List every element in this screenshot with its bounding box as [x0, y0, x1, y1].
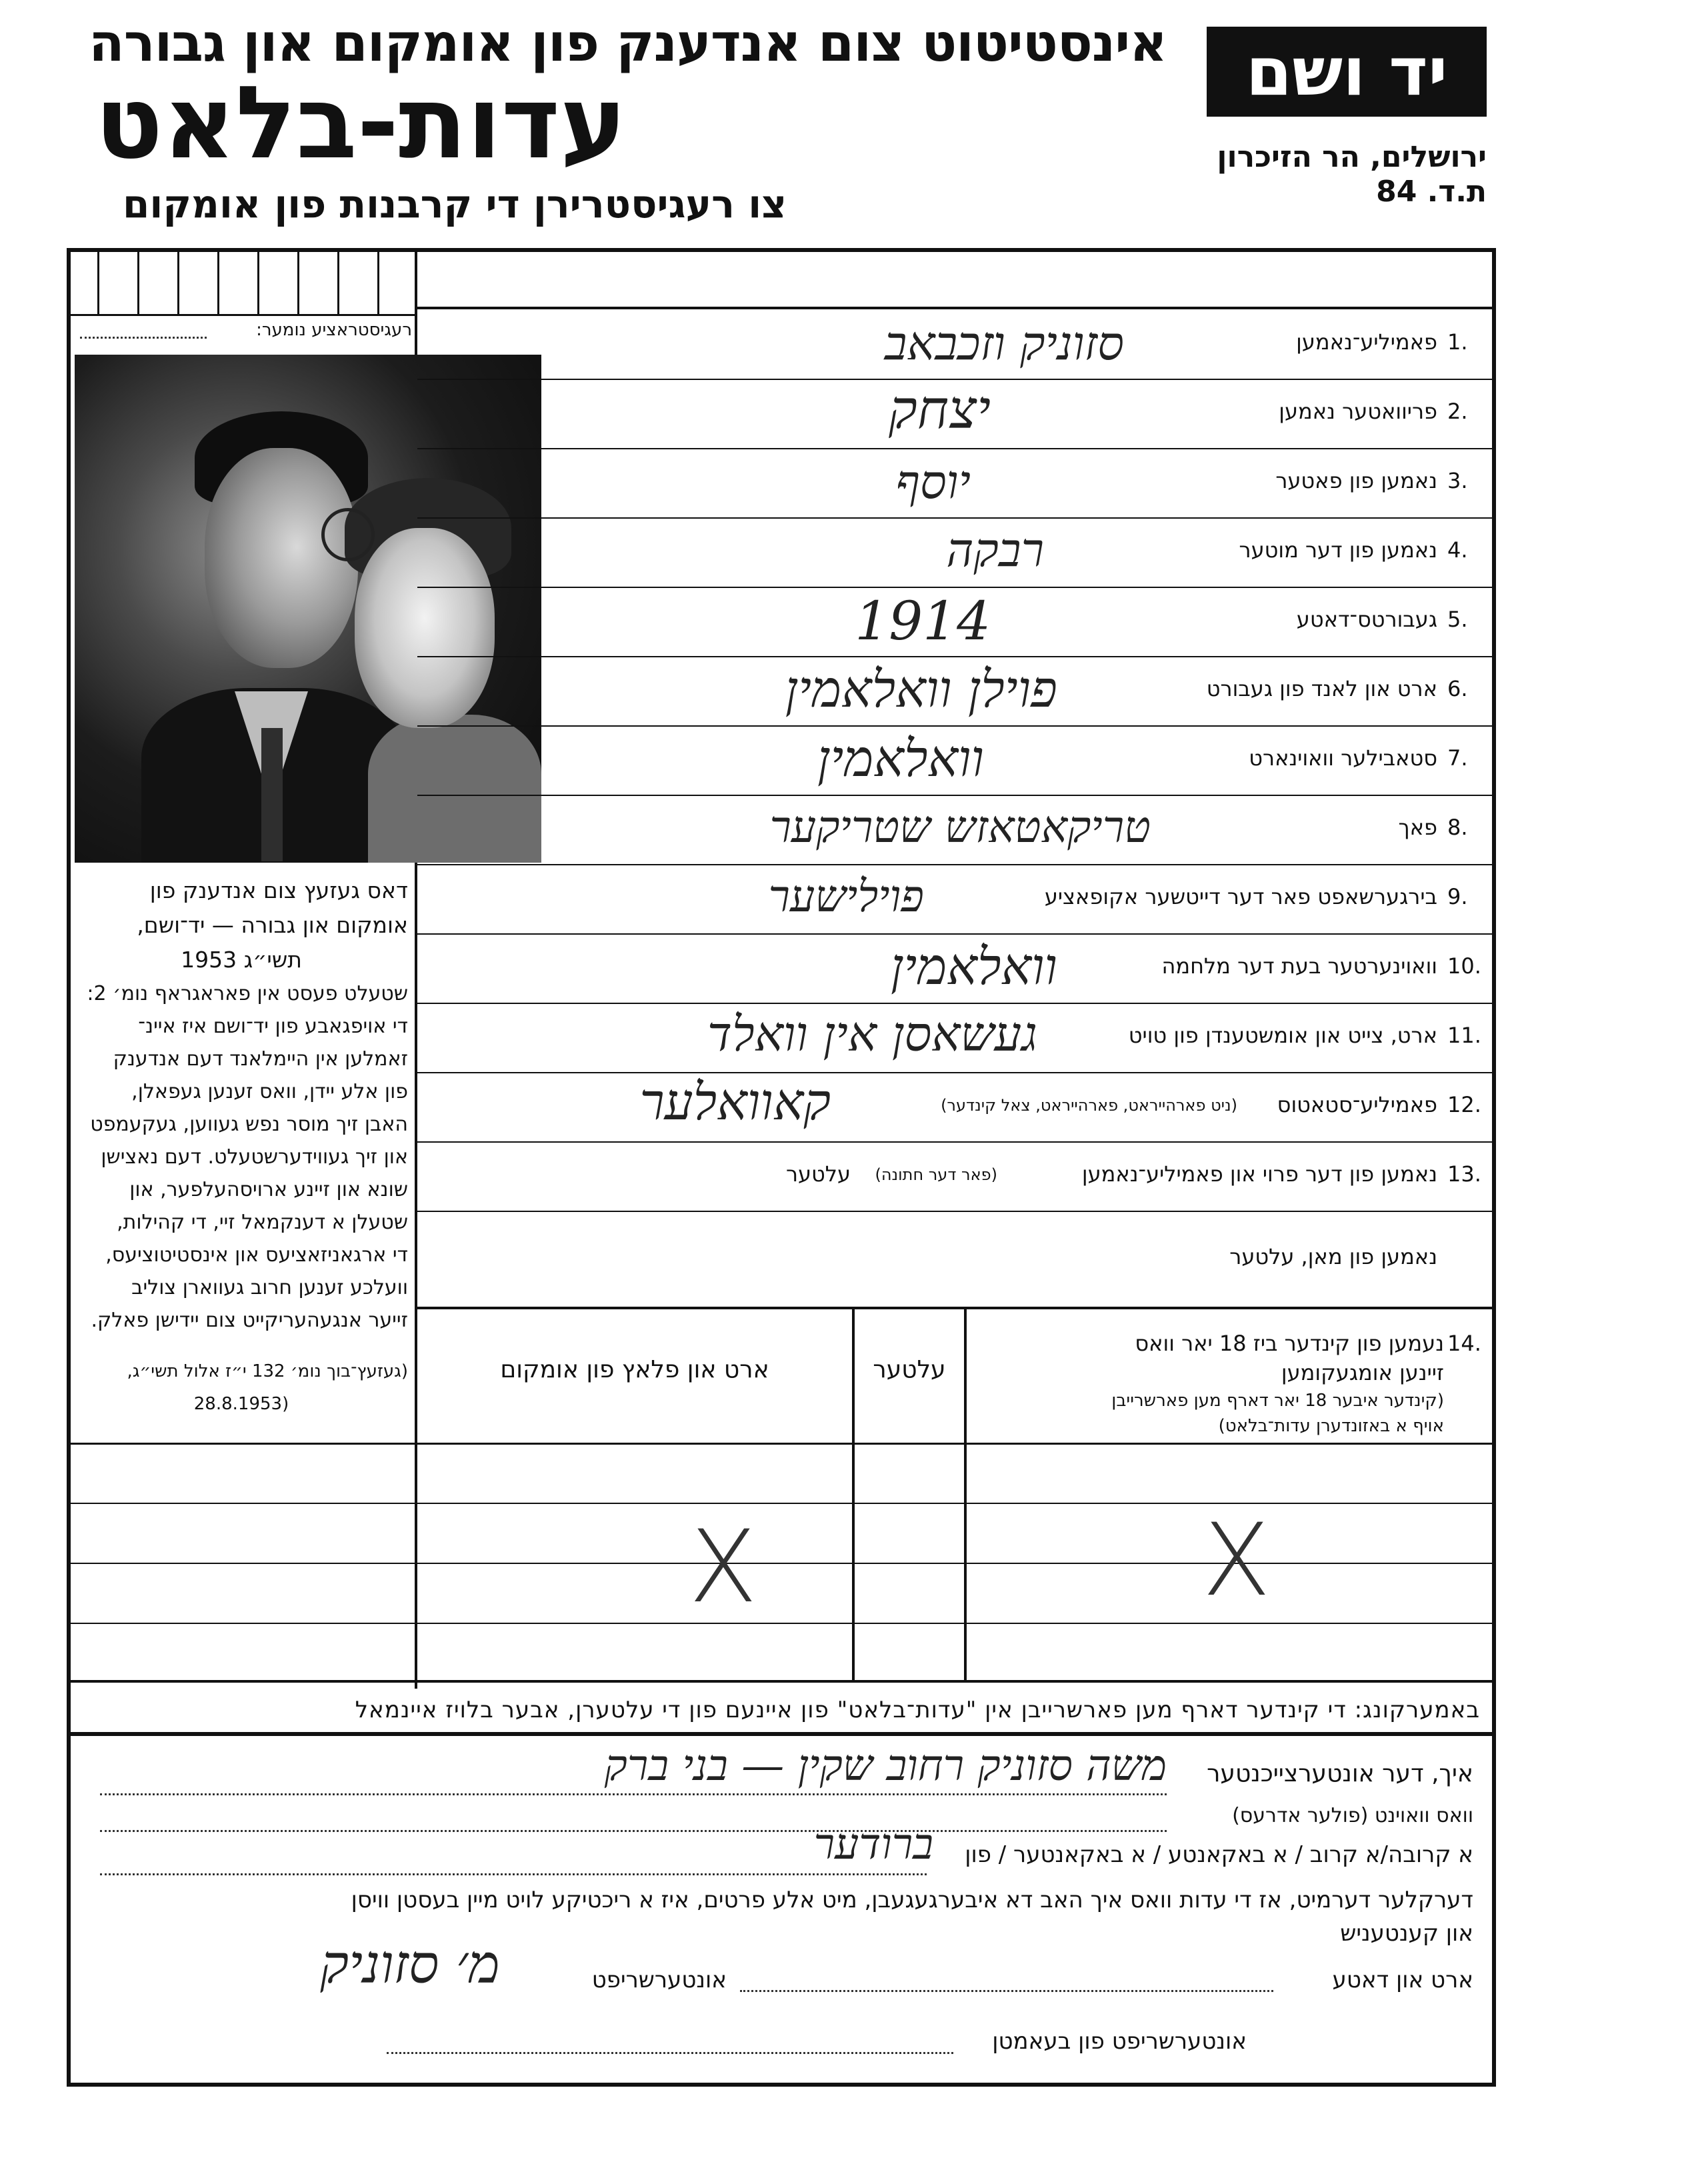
- relation-value[interactable]: ברודער: [813, 1820, 933, 1869]
- field-number: 5.: [1447, 607, 1468, 632]
- page-title: עדות-בלאט: [95, 65, 627, 181]
- field-row-death-circumstances[interactable]: [417, 1003, 1492, 1072]
- field-label: פריוואטער נאמען: [1279, 399, 1437, 424]
- law-date: (28.8.1953: [193, 1394, 289, 1414]
- law-text-line: דאס געזעץ צום אנדענק פון: [149, 877, 408, 903]
- remark-line: באמערקונג: די קינדער דארף מען פארשרייבן אין "עדות־בלאט" פון איינעם פון די עלטערן, אבער בלויז איינמאל: [355, 1697, 1480, 1723]
- place-column-header: ארט און פלאץ פון אומקום: [500, 1356, 769, 1383]
- children-label: זיינען אומגעקומען: [1281, 1360, 1444, 1385]
- law-text-line: זאמלען אין היימלאנד דעם אנדענק: [113, 1047, 408, 1071]
- field-number: 1.: [1447, 329, 1468, 355]
- law-text-line: שטעלט פעסט אין פאראגראף נומ׳ 2:: [87, 982, 408, 1005]
- registration-number-label: רעגיסטראציע נומער:: [256, 320, 412, 340]
- field-label: ארט און לאנד פון געבורט: [1206, 676, 1437, 701]
- law-text-line: די אויפגאבע פון יד־ושם איז איינ־: [138, 1015, 408, 1038]
- field-label: נאמען פון דער פרוי און פאמיליע־נאמען: [1081, 1161, 1437, 1187]
- yad-vashem-logo: יד ושם: [1207, 27, 1487, 117]
- law-text-line: און זיך געווידערשטעלט. דעם נאצישן: [101, 1145, 408, 1169]
- field-value-handwritten[interactable]: יוסף: [895, 455, 971, 509]
- address-line-2: ת.ד. 84: [1376, 175, 1487, 209]
- address-label: וואס וואוינט (פולער אדרעס): [1232, 1804, 1473, 1827]
- field-hint: (ניט פארהייראט, פארהייראט, צאל קינדער): [941, 1096, 1237, 1115]
- signer-field-line: [100, 1793, 1167, 1795]
- law-reference: (געזעץ־בוך נומ׳ 132 י״ז אלול תשי״ג,: [127, 1361, 408, 1381]
- field-value-handwritten[interactable]: יצחק: [888, 379, 991, 441]
- field-label: נאמען פון מאן, עלטער: [1229, 1244, 1437, 1269]
- field-row-birth-date[interactable]: [417, 587, 1492, 656]
- relation-field-line: [100, 1873, 927, 1875]
- children-table: [71, 1309, 1492, 1683]
- field-label: געבורטס־דאטע: [1296, 607, 1437, 632]
- law-text-line: וועלכע זענען חרוב געווארן צוליב: [131, 1276, 408, 1299]
- signature-label: אונטערשריפט: [591, 1967, 727, 1993]
- field-row-family-status[interactable]: [417, 1072, 1492, 1141]
- age-column-header: עלטער: [873, 1356, 946, 1383]
- official-signature-label: אונטערשריפט פון בעאמטן: [992, 2028, 1247, 2055]
- signer-value[interactable]: משה סזוניק רחוב שקין — בני ברק: [604, 1741, 1167, 1791]
- law-text-line: די ארגאניזאציעס און אינסטיטוציעס,: [105, 1243, 408, 1267]
- field-number: 14.: [1447, 1331, 1481, 1356]
- children-note: אויף א באזונדערן עדות־בלאט): [1218, 1416, 1444, 1436]
- field-row-wartime-residence[interactable]: [417, 933, 1492, 1003]
- place-date-label: ארט און דאטע: [1332, 1967, 1473, 1993]
- field-value-handwritten[interactable]: פוילישער: [768, 871, 924, 922]
- field-number: 11.: [1447, 1023, 1481, 1048]
- field-number: 2.: [1447, 399, 1468, 424]
- field-value-handwritten[interactable]: קאוואלער: [639, 1072, 831, 1131]
- signer-label: איך, דער אונטערצייכנטער: [1207, 1760, 1473, 1787]
- field-label-age: עלטער: [785, 1161, 851, 1187]
- field-number: 9.: [1447, 884, 1468, 909]
- field-number: 8.: [1447, 815, 1468, 840]
- field-label: ארט, צייט און אומשטענדן פון טויט: [1128, 1023, 1437, 1048]
- field-number: 7.: [1447, 745, 1468, 771]
- declaration-line: דערקלער דערמיט, אז די עדות וואס איך האב דא איבערגעגעבן, מיט אלע פרטים, איז א ריכטיקע לויט מיין בעסטן וויסן: [351, 1887, 1473, 1913]
- law-text-line: אומקום און גבורה — יד־ושם,: [137, 912, 408, 938]
- field-row-family-name[interactable]: [417, 309, 1492, 379]
- field-label: פאך: [1398, 815, 1437, 840]
- field-row-mother-name[interactable]: [417, 517, 1492, 587]
- field-number: 3.: [1447, 468, 1468, 493]
- field-value-handwritten[interactable]: פוילן וואלאמין: [785, 659, 1057, 719]
- field-value-handwritten[interactable]: סזוניק וזכבאב: [884, 316, 1124, 371]
- address-field-line[interactable]: [100, 1830, 1167, 1832]
- field-label: בירגערשאפט פאר דער דייטשער אקופאציע: [1044, 884, 1437, 909]
- field-label: נאמען פון דער מוטער: [1239, 537, 1437, 563]
- field-number: 13.: [1447, 1161, 1481, 1187]
- field-value-handwritten[interactable]: וואלאמין: [890, 937, 1057, 996]
- remark-divider: [71, 1732, 1492, 1736]
- age-column-x-mark[interactable]: X: [689, 1509, 757, 1625]
- registration-boxes: [71, 252, 415, 315]
- law-text-line: זייער אנגעהעריקייט צום יידישן פאלק.: [91, 1309, 408, 1332]
- declaration-line: און קענטעניש: [1340, 1920, 1473, 1947]
- field-value-handwritten[interactable]: וואלאמין: [817, 729, 984, 788]
- field-number: 4.: [1447, 537, 1468, 563]
- field-value-handwritten[interactable]: געשאסן אין וואלד: [707, 1006, 1037, 1062]
- relation-label: א קרובה/א קרוב / א באקאנטע / א באקאנטער / פון: [965, 1841, 1473, 1868]
- law-text-line: תשי״ג 1953: [181, 947, 302, 973]
- field-label: וואוינערטער בעת דער מלחמה: [1161, 953, 1437, 979]
- field-row-profession[interactable]: [417, 795, 1492, 864]
- field-label: פאמיליע־נאמען: [1296, 329, 1437, 355]
- field-value-handwritten[interactable]: 1914: [855, 590, 991, 652]
- address-line-1: ירושלים, הר הזיכרון: [1217, 140, 1487, 174]
- law-text-line: שטעלן א דענקמאל זיי, די קהילות,: [117, 1211, 408, 1234]
- fields-block: [417, 309, 1492, 1323]
- institute-line: אינסטיטוט צום אנדענק פון אומקום און גבורה: [89, 13, 1167, 73]
- field-hint: (פאר דער חתונה): [875, 1165, 997, 1184]
- field-row-birth-place[interactable]: [417, 656, 1492, 725]
- field-label: פאמיליע־סטאטוס: [1277, 1092, 1437, 1117]
- law-text-line: שונא און זיינע ארויסהעלפער, און: [129, 1178, 408, 1201]
- field-row-citizenship[interactable]: [417, 864, 1492, 933]
- field-row-first-name[interactable]: [417, 379, 1492, 448]
- field-row-father-name[interactable]: [417, 448, 1492, 517]
- place-date-field[interactable]: [740, 1990, 1273, 1992]
- field-label: נאמען פון פאטער: [1275, 468, 1437, 493]
- field-value-handwritten[interactable]: טריקאטאזש שטריקער: [769, 801, 1151, 853]
- names-column-x-mark[interactable]: X: [1202, 1503, 1271, 1619]
- field-label: סטאבילער וואוינארט: [1249, 745, 1437, 771]
- field-number: 6.: [1447, 676, 1468, 701]
- law-text-line: פון אלע יידן, וואס זענען געפאלן,: [131, 1080, 408, 1103]
- field-row-spouse-name[interactable]: [417, 1141, 1492, 1211]
- field-value-handwritten[interactable]: רבקה: [946, 523, 1044, 577]
- field-number: 12.: [1447, 1092, 1481, 1117]
- field-row-husband-name[interactable]: [417, 1211, 1492, 1307]
- signature-value[interactable]: מ׳ סזוניק: [320, 1933, 500, 1995]
- field-row-residence[interactable]: [417, 725, 1492, 795]
- page-subtitle: צו רעגיסטרירן די קרבנות פון אומקום: [123, 181, 787, 227]
- official-signature-field[interactable]: [387, 2052, 953, 2054]
- field-number: 10.: [1447, 953, 1481, 979]
- children-label: נעמען פון קינדער ביז 18 יאר וואס: [1135, 1331, 1444, 1356]
- law-text-line: האבן זיך מוסר נפש געווען, געקעמפט: [90, 1113, 408, 1136]
- registration-number-field[interactable]: [80, 337, 207, 339]
- children-note: (קינדער איבער 18 יאר דארף מען פארשרייבן: [1111, 1391, 1444, 1411]
